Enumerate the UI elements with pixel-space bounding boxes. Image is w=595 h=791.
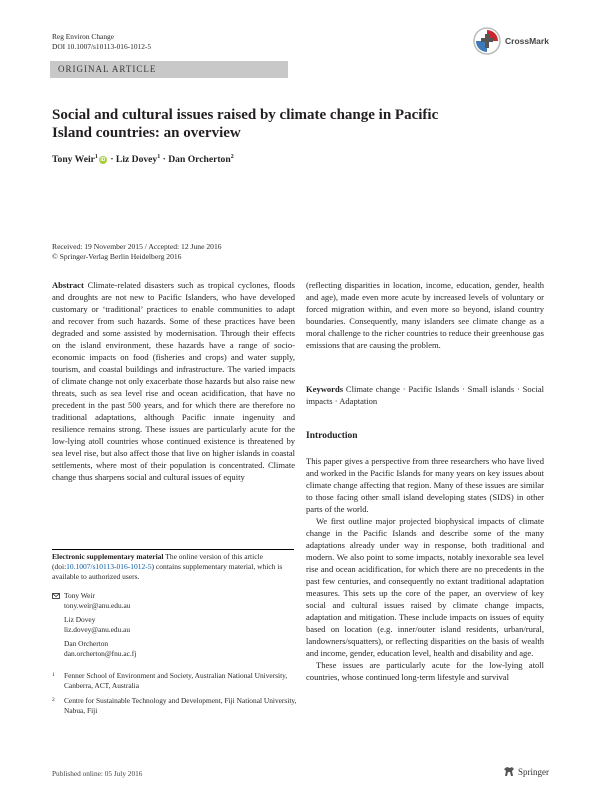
- received-accepted-dates: Received: 19 November 2015 / Accepted: 12 June 2016: [52, 242, 222, 251]
- contact-email[interactable]: dan.orcherton@fnu.ac.fj: [64, 649, 137, 658]
- paragraph: We first outline major projected biophysical impacts of climate change in the Pacific Islands and describe some of the many adaptations already under way in response, both traditional and modern. We also point to some impacts, notably inexorable sea level rise and ocean acidification, for which there are no precedents in the past few centuries, and consequently no extant traditional adaptation measures. This sets up the core of the paper, an overview of key social and cultural issues raised by climate change impacts, adaptation and mitigation. These include impacts on issues of equity based on location (e.g. inner/outer island residents, urban/rural, landowners/squatters), or reflecting disparities on the basis of wealth and income, gender, education level, health and disability and age.: [306, 516, 544, 658]
- paragraph: These issues are particularly acute for the low-lying atoll countries, whose continued long-term lifestyle and survival: [306, 660, 544, 682]
- article-title: [52, 106, 552, 142]
- section-heading-introduction: Introduction: [306, 431, 358, 441]
- author-name[interactable]: Dan Orcherton: [168, 154, 231, 166]
- author-affiliation-mark: 1: [157, 154, 161, 160]
- esm-text: The online version of this article (doi:: [52, 552, 263, 571]
- journal-info: [52, 32, 151, 52]
- copyright-notice: © Springer-Verlag Berlin Heidelberg 2016: [52, 252, 182, 261]
- contact-entry: [52, 591, 136, 611]
- orcid-icon[interactable]: iD: [100, 157, 106, 164]
- supplementary-material-note: [52, 552, 295, 582]
- doi-link[interactable]: 10.1007/s10113-016-1012-5: [66, 562, 152, 571]
- journal-name: Reg Environ Change: [52, 32, 114, 41]
- esm-text: ) contains supplementary material, which is available to authorized users.: [52, 562, 283, 581]
- affiliation-text: Centre for Sustainable Technology and Development, Fiji National University, Nabua, Fiji: [64, 696, 297, 715]
- keywords-label: Keywords: [306, 384, 344, 394]
- introduction-body: [306, 455, 544, 683]
- paragraph: This paper gives a perspective from three researchers who have lived and worked in the Pacific Islands for many years on key issues about climate change affecting that region. Many of these issues are similar to those facing other small island developing states (SIDS) in other parts of the world.: [306, 456, 544, 514]
- abstract-text: Climate-related disasters such as tropical cyclones, floods and droughts are not new to Pacific Islanders, who have developed customary or ‘traditional’ practices to enable communities to adapt and recover from such hazards. Some of these practices have been degraded and some assisted by modernisation. Through their effects on the island environment, these hazards have a range of socio-economic impacts on food (fisheries and crops) and water supply, tourism, and coastal buildings and infrastructure. The varied impacts of climate change not only exacerbate those hazards but also raise new threats, such as sea level rise and ocean acidification, that have no precedent in the past 500 years, and for which there are therefore no traditional adaptations, although Pacific innate ingenuity and resilience remains strong. These issues are particularly acute for the low-lying atoll countries whose continued existence is threatened by sea level rise, but also affect those that live on higher islands in coastal settlements, where most of their population is concentrated. Climate change thus sharpens social and cultural issues of equity: [52, 280, 295, 482]
- springer-label: Springer: [518, 766, 549, 777]
- affiliation-number: 2: [52, 697, 55, 703]
- author-affiliation-mark: 2: [230, 154, 234, 160]
- author-affiliation-mark: 1: [94, 154, 98, 160]
- author-name[interactable]: Liz Dovey: [115, 154, 158, 166]
- contact-entry: [52, 615, 136, 635]
- affiliation-number: 1: [52, 672, 55, 678]
- keywords-text: Climate change · Pacific Islands · Small islands · Social impacts · Adaptation: [306, 384, 544, 406]
- section-band: [50, 61, 288, 78]
- affiliation-text: Fenner School of Environment and Society, Australian National University, Canberra, ACT, Australia: [64, 671, 288, 690]
- abstract-label: Abstract: [52, 280, 84, 290]
- author-separator: ·: [107, 154, 116, 166]
- contact-name: Tony Weir: [64, 591, 95, 600]
- corresponding-contacts: [52, 591, 136, 659]
- abstract-continued: (reflecting disparities in location, income, education, gender, health and age), made even more acute by increased levels of voluntary or forced migration within, and even more so beyond, island country boundaries. Consequently, many islanders see climate change as a moral challenge to the richer countries to reduce their greenhouse gas emissions that are causing the problem.: [306, 280, 544, 350]
- envelope-icon: [52, 593, 60, 599]
- springer-logo[interactable]: [503, 766, 549, 777]
- journal-doi[interactable]: DOI 10.1007/s10113-016-1012-5: [52, 42, 152, 51]
- affiliation-entry: [52, 696, 297, 716]
- crossmark-label: CrossMark: [505, 36, 549, 46]
- published-online-date: Published online: 05 July 2016: [52, 769, 143, 778]
- crossmark-badge[interactable]: [472, 26, 549, 56]
- contact-name: Dan Orcherton: [64, 639, 109, 648]
- contact-email[interactable]: tony.weir@anu.edu.au: [64, 601, 131, 610]
- contact-entry: [52, 639, 136, 659]
- esm-label: Electronic supplementary material: [52, 552, 164, 561]
- crossmark-icon: [472, 26, 502, 56]
- affiliation-entry: [52, 671, 297, 691]
- keywords: [306, 383, 544, 407]
- springer-horse-icon: [503, 766, 515, 777]
- author-separator: ·: [160, 154, 169, 166]
- footnote-divider: [52, 549, 294, 550]
- contact-name: Liz Dovey: [64, 615, 96, 624]
- publication-dates: [52, 242, 222, 262]
- author-name[interactable]: Tony Weir: [52, 154, 95, 166]
- author-list: [52, 154, 234, 165]
- affiliations: [52, 671, 297, 721]
- title-line-1: Social and cultural issues raised by climate change in Pacific: [52, 107, 439, 123]
- abstract: [52, 279, 295, 483]
- contact-email[interactable]: liz.dovey@anu.edu.au: [64, 625, 131, 634]
- title-line-2: Island countries: an overview: [52, 125, 241, 141]
- section-label: ORIGINAL ARTICLE: [58, 64, 157, 74]
